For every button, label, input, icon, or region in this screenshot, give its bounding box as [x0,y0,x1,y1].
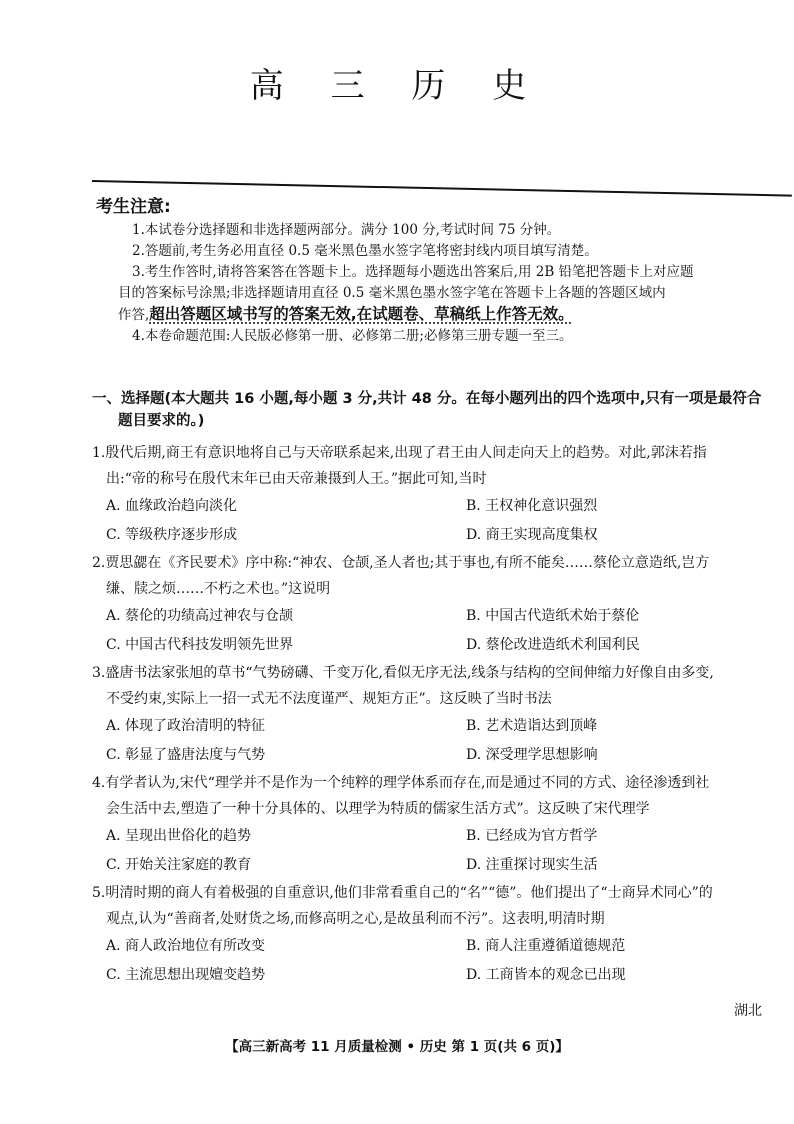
section-heading-line1: 一、选择题(本大题共 16 小题,每小题 3 分,共计 48 分。在每小题列出的四个选项中,只有一项是最符合 [92,391,762,407]
question-stem [92,440,792,492]
question-stem-line1: 2.贾思勰在《齐民要术》序中称:“神农、仓颉,圣人者也;其于事也,有所不能矣……蔡伦立意造纸,岂方 [92,555,710,571]
question-options [92,932,792,990]
notice-item-1: 1.本试卷分选择题和非选择题两部分。满分 100 分,考试时间 75 分钟。 [132,222,561,238]
notice-item-3: 3.考生作答时,请将答案答在答题卡上。选择题每小题选出答案后,用 2B 铅笔把答题卡上对应题 [132,264,694,280]
option-d: D. 工商皆本的观念已出现 [466,967,626,983]
option-b: B. 商人注重遵循道德规范 [466,938,626,954]
divider-line [92,180,792,197]
question-2 [92,550,792,660]
question-3 [92,660,792,770]
question-options [92,492,792,550]
question-5 [92,880,792,990]
question-stem [92,660,792,712]
question-options [92,822,792,880]
notice-item-4: 4.本卷命题范围:人民版必修第一册、必修第二册;必修第三册专题一至三。 [132,328,573,344]
option-c: C. 等级秩序逐步形成 [106,527,238,543]
option-c: C. 中国古代科技发明领先世界 [106,637,294,653]
question-stem-line2: 观点,认为“善商者,处财货之场,而修高明之心,是故虽利而不污”。这表明,明清时期 [106,911,605,927]
option-b: B. 中国古代造纸术始于蔡伦 [466,608,640,624]
section-heading [92,388,792,432]
question-stem-line1: 3.盛唐书法家张旭的草书“气势磅礴、千变万化,看似无序无法,线条与结构的空间伸缩力好像自由多变, [92,665,714,681]
option-a: A. 血缘政治趋向淡化 [106,498,238,514]
question-stem [92,770,792,822]
option-b: B. 王权神化意识强烈 [466,498,598,514]
notice-item-3-cont: 目的答案标号涂黑;非选择题请用直径 0.5 毫米黑色墨水签字笔在答题卡上各题的答题区域内 [118,285,666,301]
question-stem [92,550,792,602]
option-d: D. 蔡伦改进造纸术利国利民 [466,637,640,653]
notice-heading: 考生注意: [96,197,171,217]
question-list [92,440,792,990]
question-stem-line2: 会生活中去,塑造了一种十分具体的、以理学为特质的儒家生活方式”。这反映了宋代理学 [106,801,650,817]
question-4 [92,770,792,880]
section-heading-line2: 题目要求的。) [118,413,205,429]
option-a: A. 商人政治地位有所改变 [106,938,266,954]
option-a: A. 体现了政治清明的特征 [106,718,266,734]
notice-item-2: 2.答题前,考生务必用直径 0.5 毫米黑色墨水签字笔将密封线内项目填写清楚。 [132,243,598,259]
question-stem-line1: 1.殷代后期,商王有意识地将自己与天帝联系起来,出现了君王由人间走向天上的趋势。对此,郭沫若指 [92,445,707,461]
option-c: C. 主流思想出现嬗变趋势 [106,967,266,983]
question-1 [92,440,792,550]
option-d: D. 深受理学思想影响 [466,747,598,763]
option-b: B. 艺术造诣达到顶峰 [466,718,598,734]
option-c: C. 彰显了盛唐法度与气势 [106,747,266,763]
option-a: A. 蔡伦的功绩高过神农与仓颉 [106,608,294,624]
page-footer: 【高三新高考 11 月质量检测 • 历史 第 1 页(共 6 页)】 [225,1039,569,1055]
notice-list [118,220,792,347]
notice-item-3-prefix: 作答, [118,307,150,323]
notice-item-3-cont2 [118,304,792,326]
question-options [92,602,792,660]
question-stem-line2: 不受约束,实际上一招一式无不法度谨严、规矩方正”。这反映了当时书法 [106,691,552,707]
question-stem-line1: 4.有学者认为,宋代“理学并不是作为一个纯粹的理学体系而存在,而是通过不同的方式、途径渗透到社 [92,775,710,791]
option-b: B. 已经成为官方哲学 [466,828,598,844]
region-label: 湖北 [734,1003,762,1019]
question-options [92,712,792,770]
option-a: A. 呈现出世俗化的趋势 [106,828,252,844]
option-d: D. 注重探讨现实生活 [466,857,598,873]
page-title: 高 三 历 史 [249,66,545,106]
question-stem [92,880,792,932]
question-stem-line1: 5.明清时期的商人有着极强的自重意识,他们非常看重自己的“名”“德”。他们提出了“士商异术同心”的 [92,885,713,901]
option-d: D. 商王实现高度集权 [466,527,598,543]
question-stem-line2: 出:“帝的称号在殷代末年已由天帝兼摄到人王。”据此可知,当时 [106,471,487,487]
notice-emphasis: 超出答题区域书写的答案无效,在试题卷、草稿纸上作答无效。 [149,305,574,323]
question-stem-line2: 缣、牍之烦……不朽之术也。”这说明 [106,581,331,597]
option-c: C. 开始关注家庭的教育 [106,857,252,873]
